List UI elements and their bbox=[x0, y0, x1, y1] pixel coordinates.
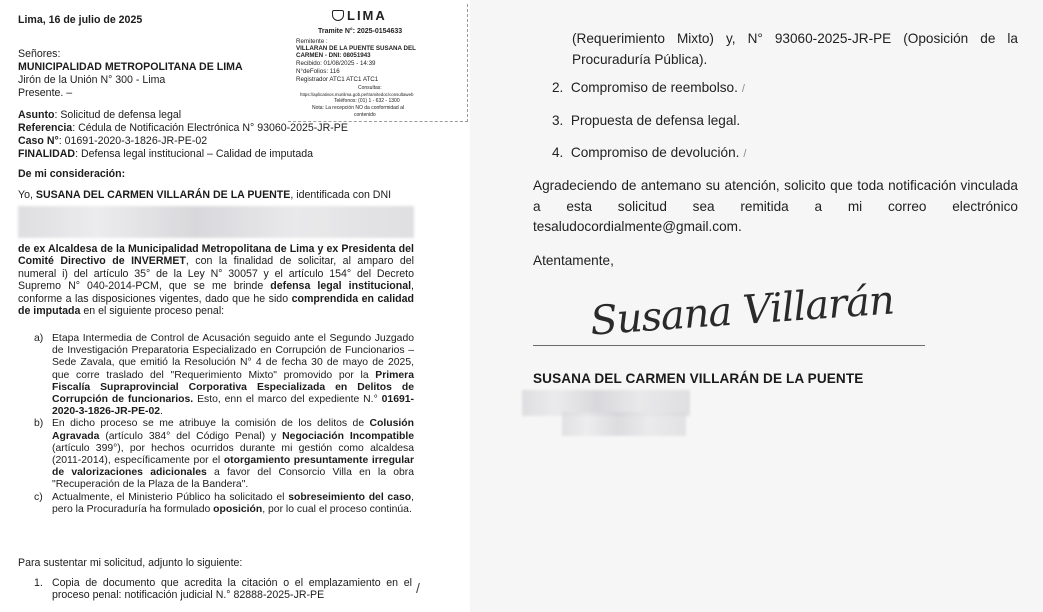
item-c-sobreseimiento: sobreseimiento del caso bbox=[288, 491, 412, 503]
crest-icon bbox=[332, 10, 344, 21]
stamp-remitente-2: CARMEN - DNI: 08051943 bbox=[296, 52, 371, 59]
presente: Presente. – bbox=[18, 87, 73, 99]
item-c-part: Actualmente, el Ministerio Público ha solicitado el bbox=[52, 491, 289, 503]
item-c-marker: c) bbox=[34, 491, 43, 503]
check-mark-icon: / bbox=[416, 580, 420, 596]
intro-name: SUSANA DEL CARMEN VILLARÁN DE LA PUENTE bbox=[35, 189, 291, 201]
item-b-part: (artículo 399°), por hechos ocurridos durante mi gestión como alcaldesa (2011-2014), específicamente por el bbox=[52, 442, 414, 467]
closing-paragraph: Agradeciendo de antemano su atención, solicito que toda notificación vinculada a esta solicitud sea remitida a mi correo electrónico tesaludocordialmente@gmail.com. bbox=[533, 178, 1018, 235]
stamp-remitente-1: VILLARAN DE LA PUENTE SUSANA DEL bbox=[296, 45, 416, 52]
item-b-marker: b) bbox=[34, 418, 44, 430]
list-item bbox=[34, 333, 414, 418]
recipient-address: Jirón de la Unión N° 300 - Lima bbox=[18, 74, 166, 86]
stamp-url: https://aplicativos.munlima.gob.pe/tramitedoc/consultaweb bbox=[300, 92, 414, 97]
item-a-marker: a) bbox=[34, 333, 44, 344]
stamp-registrador: Registrador ATC1 ATC1 ATC1 bbox=[296, 76, 379, 83]
list-item bbox=[34, 418, 414, 491]
body-defensa: defensa legal institucional bbox=[270, 280, 412, 293]
list3-text: Propuesta de defensa legal. bbox=[570, 113, 741, 128]
item-c-text bbox=[52, 492, 414, 516]
item-b-part: En dicho proceso se me atribuye la comisión de los delitos de bbox=[52, 418, 370, 430]
item-b-part: (artículo 384° del Código Penal) y bbox=[99, 430, 283, 442]
lima-logo bbox=[332, 8, 387, 23]
stamp-telefonos: Teléfonos: (01) 1 - 632 - 1300 bbox=[334, 98, 400, 104]
sustentar-line: Para sustentar mi solicitud, adjunto lo siguiente: bbox=[18, 557, 243, 569]
item-a-expediente: 01691-2020-3-1826-JR-PE-02 bbox=[52, 394, 414, 418]
item-c-oposicion: oposición bbox=[213, 503, 263, 515]
list-item bbox=[552, 145, 746, 160]
handwritten-signature: Susana Villarán bbox=[588, 277, 896, 345]
list1-marker: 1. bbox=[34, 577, 43, 589]
referencia-value: : Cédula de Notificación Electrónica N° 93060-2025-JR-PE bbox=[72, 122, 348, 134]
redacted-dni-2 bbox=[562, 412, 686, 436]
item-b-part: a favor del Consorcio Villa en la obra "Recuperación de la Plaza de la Bandera". bbox=[52, 467, 415, 491]
body-text-1: , con la finalidad de solicitar, al amparo del numeral i) del artículo 35° de la Ley N° 30057 y el artículo 154° del Decreto Supremo N° 040-2014-PCM, que se me brinde bbox=[18, 255, 414, 293]
recipient: MUNICIPALIDAD METROPOLITANA DE LIMA bbox=[18, 61, 243, 73]
asunto-value: : Solicitud de defensa legal bbox=[54, 109, 182, 121]
referencia-line bbox=[18, 122, 348, 134]
redacted-block bbox=[18, 206, 414, 238]
attachment-list bbox=[34, 577, 412, 601]
caso-line bbox=[18, 135, 207, 147]
finalidad-value: : Defensa legal institucional – Calidad de imputada bbox=[75, 148, 314, 160]
body-text-3: en el siguiente proceso penal: bbox=[80, 305, 225, 318]
list-item bbox=[34, 577, 412, 601]
stamp-tramite: Tramite N°: 2025-0154633 bbox=[318, 28, 403, 35]
item-b-otorgamiento: otorgamiento presuntamente irregular de valorizaciones adicionales bbox=[52, 455, 414, 479]
salutation: Señores: bbox=[18, 48, 61, 60]
item-b-negociacion: Negociación Incompatible bbox=[282, 430, 414, 442]
stamp-recibido: Recibido: 01/08/2025 - 14:39 bbox=[296, 60, 376, 67]
caso-value: : 01691-2020-3-1826-JR-PE-02 bbox=[58, 135, 208, 147]
stamp-remitente-label: Remitente : bbox=[296, 38, 328, 45]
intro-prefix: Yo, bbox=[18, 189, 36, 201]
signatory-name: SUSANA DEL CARMEN VILLARÁN DE LA PUENTE bbox=[533, 371, 864, 386]
list-item bbox=[552, 80, 745, 95]
list4-marker: 4. bbox=[552, 145, 564, 160]
list3-marker: 3. bbox=[552, 113, 564, 128]
process-items bbox=[34, 333, 414, 516]
letter-page-2 bbox=[470, 0, 1043, 612]
body-imputada: comprendida en calidad de imputada bbox=[18, 292, 414, 318]
item-a-part: Etapa Intermedia de Control de Acusación seguido ante el Segundo Juzgado de Investigación Preparatoria Especializado en Corrupción de Funcionarios – Sede Zavala, que emitió la Resolución N° 4 de fecha 30 de mayo de 2025, que corre traslado del "Requerimiento Mixto" promovido por la bbox=[52, 333, 414, 381]
caso-label: Caso N° bbox=[18, 135, 59, 147]
finalidad-label: FINALIDAD bbox=[18, 148, 76, 160]
referencia-label: Referencia bbox=[18, 122, 73, 134]
attachment-1-continued: (Requerimiento Mixto) y, N° 93060-2025-JR-PE (Oposición de la Procuraduría Pública). bbox=[572, 31, 1018, 67]
signature-line bbox=[533, 345, 925, 346]
list-item bbox=[34, 492, 414, 516]
letter-page-1 bbox=[0, 0, 470, 612]
check-mark-icon: / bbox=[743, 148, 747, 160]
reception-stamp bbox=[288, 4, 468, 122]
item-c-part: , por lo cual el proceso continúa. bbox=[262, 503, 412, 515]
intro-line bbox=[18, 189, 391, 201]
asunto-label: Asunto bbox=[18, 109, 55, 121]
asunto-line bbox=[18, 109, 181, 121]
item-b-colusion: Colusión Agravada bbox=[52, 418, 414, 442]
lima-logo-text: LIMA bbox=[347, 8, 387, 23]
item-b-text bbox=[52, 418, 414, 491]
body-paragraph bbox=[18, 243, 414, 317]
item-c-part: , pero la Procuraduría ha formulado bbox=[52, 491, 414, 515]
letter-date: Lima, 16 de julio de 2025 bbox=[18, 14, 143, 26]
body-text-2: , conforme a las disposiciones vigentes, dado que he sido bbox=[18, 280, 414, 305]
item-a-fiscalia: Primera Fiscalía Supraprovincial Corporativa Especializada en Delitos de Corrupción de funcionarios. bbox=[52, 369, 414, 406]
check-mark-icon: / bbox=[741, 83, 745, 95]
list2-text: Compromiso de reembolso. bbox=[570, 80, 738, 95]
item-a-text bbox=[52, 333, 414, 418]
list2-marker: 2. bbox=[552, 80, 564, 95]
stamp-nota: Nota: La recepción NO da conformidad al bbox=[312, 105, 404, 111]
item-a-part: Esto, enn el marco del expediente N.° bbox=[193, 394, 382, 406]
list4-text: Compromiso de devolución. bbox=[570, 145, 740, 160]
list1-text: Copia de documento que acredita la citación o el emplazamiento en el proceso penal: notificación judicial N.° 82888-2025-JR-PE bbox=[52, 577, 412, 602]
stamp-consultas: Consultas: bbox=[358, 85, 382, 91]
body-role: de ex Alcaldesa de la Municipalidad Metropolitana de Lima y ex Presidenta del Comité Directivo de INVERMET bbox=[18, 243, 414, 268]
stamp-folios: N°deFolios: 116 bbox=[296, 68, 340, 75]
intro-suffix: , identificada con DNI bbox=[290, 189, 392, 201]
atentamente: Atentamente, bbox=[533, 253, 614, 268]
list-item bbox=[552, 113, 740, 128]
finalidad-line bbox=[18, 148, 313, 160]
consideracion: De mi consideración: bbox=[18, 168, 126, 180]
item-a-part: . bbox=[160, 406, 163, 418]
stamp-nota-2: contenido bbox=[354, 112, 376, 118]
